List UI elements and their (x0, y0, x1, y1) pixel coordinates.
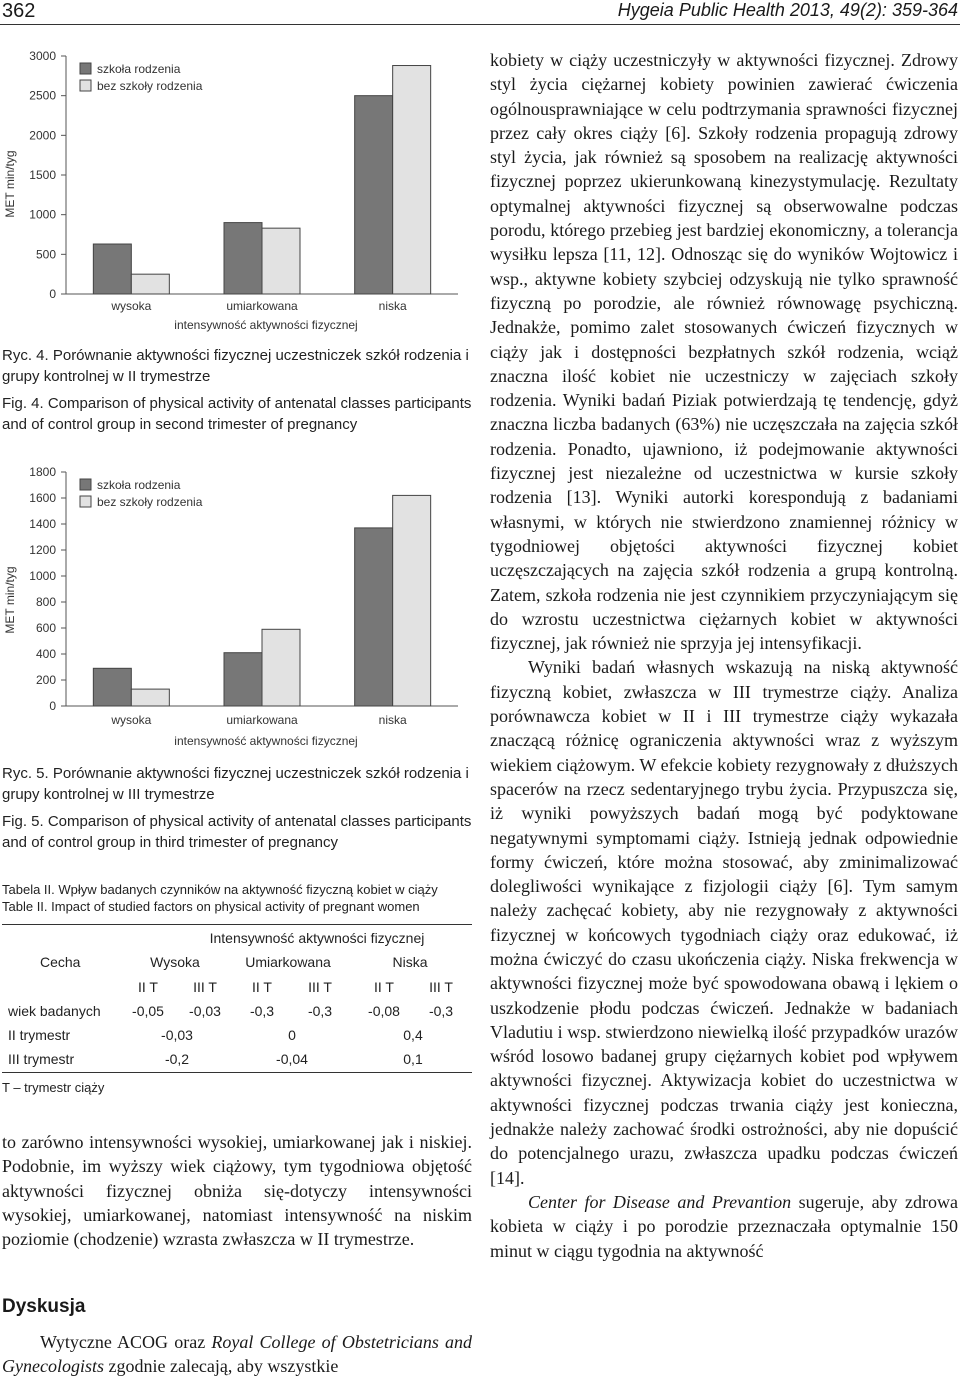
x-tick-label: umiarkowana (226, 299, 298, 313)
table-note: T – trymestr ciąży (2, 1080, 105, 1095)
section-heading: Dyskusja (2, 1296, 86, 1317)
y-tick-label: 400 (35, 647, 56, 661)
y-tick-label: 0 (49, 699, 56, 713)
table-trimester-header: II T (252, 979, 272, 995)
x-tick-label: umiarkowana (226, 713, 298, 727)
figure-4-caption-en: Fig. 4. Comparison of physical activity of antenatal classes participants and of control group in second trimester of pregnancy (2, 395, 472, 433)
table-trimester-header: III T (193, 979, 217, 995)
figure-4-caption-pl: Ryc. 4. Porównanie aktywności fizycznej uczestniczek szkół rodzenia i grupy kontrolnej w II trymestrze (2, 347, 469, 385)
y-tick-label: 1800 (29, 465, 56, 479)
table-trimester-header: III T (308, 979, 332, 995)
table-feature-header: Cecha (40, 954, 81, 970)
table-cell: -0,3 (249, 1003, 275, 1019)
bar-szkola-rodzenia (93, 244, 131, 294)
table-cell: 0 (288, 1027, 296, 1043)
legend-label: bez szkoły rodzenia (97, 495, 203, 509)
legend-label: szkoła rodzenia (97, 62, 181, 76)
y-tick-label: 3000 (29, 49, 56, 63)
table-level-header: Umiarkowana (245, 954, 331, 970)
body-paragraph (2, 1330, 472, 1379)
body-paragraph: Wyniki badań własnych wskazują na niską aktywność fizyczną kobiet, zwłaszcza w III trymestrze ciąży. Analiza porównawcza kobiet w II i III trymestrze ciąży wykazała znaczącą różnicę ograniczenia aktywności wraz z wyższym wiekiem ciążowym. W efekcie kobiety rezygnowały z dłuższych spacerów na rzecz sedentaryjnego trybu życia. Przypuszcza się, iż wyniki powyższych badań mogą być podyktowane negatywnymi symptomami ciąży. Istnieją jednak odpowiednie formy ćwiczeń, które można stosować, aby zminimalizować dolegliwości wynikające z fizjologii ciąży [6]. Tym samym należy zachęcać kobiety, aby nie rezygnowały z aktywności fizycznej w końcowych tygodniach ciąży oraz edukować, iż można ćwiczyć do czasu ukończenia ciąży. Niska frekwencja w aktywności fizycznej może być spowodowana obawą i lękiem o uszkodzenie płodu podczas ćwiczeń. Jednakże w badaniach Vladutiu i wsp. stwierdzono niewielką ilość przypadków urazów wśród losowo badanej grupy ciężarnych kobiet pod wpływem aktywności fizycznej. Aktywizacja kobiet do uczestnictwa w aktywności fizycznej podczas trwania ciąży jest konieczna, jednakże należy zachować środki ostrożności, aby nie dopuścić do potencjalnego urazu, zwłaszcza upadku podczas ćwiczeń [14]. (490, 657, 958, 1188)
figure-4-caption (2, 345, 472, 435)
x-tick-label: wysoka (111, 299, 152, 313)
table-cell: 0,1 (403, 1051, 423, 1067)
figure-5-caption-pl: Ryc. 5. Porównanie aktywności fizycznej uczestniczek szkół rodzenia i grupy kontrolnej w III trymestrze (2, 765, 469, 803)
table-title-en: Table II. Impact of studied factors on physical activity of pregnant women (2, 899, 420, 914)
body-text-span: sugeruje, aby zdrowa kobieta w ciąży i po porodzie przeznaczała optymalnie 150 minut w ciągu tygodnia na aktywność (490, 1191, 958, 1261)
bar-szkola-rodzenia (93, 668, 131, 706)
table-row-label: III trymestr (8, 1051, 75, 1067)
y-tick-label: 200 (35, 673, 56, 687)
body-text-span: Wytyczne ACOG oraz (40, 1332, 212, 1352)
table-title-pl: Tabela II. Wpływ badanych czynników na aktywność fizyczną kobiet w ciąży (2, 882, 438, 897)
y-tick-label: 500 (35, 247, 56, 262)
figure-5-caption (2, 763, 472, 853)
y-tick-label: 1500 (29, 168, 56, 182)
y-tick-label: 0 (49, 287, 56, 301)
bar-szkola-rodzenia (355, 96, 393, 294)
table-level-header: Niska (392, 954, 428, 970)
y-tick-label: 1000 (29, 207, 56, 222)
legend-swatch (80, 80, 91, 91)
y-tick-label: 2500 (29, 88, 56, 103)
y-tick-label: 1200 (29, 543, 56, 557)
legend-label: bez szkoły rodzenia (97, 79, 203, 93)
table-title (2, 881, 472, 915)
figure-5-caption-en: Fig. 5. Comparison of physical activity of antenatal classes participants and of control group in third trimester of pregnancy (2, 813, 472, 851)
table-cell: -0,2 (164, 1051, 190, 1067)
bar-szkola-rodzenia (224, 223, 262, 294)
x-axis-label: intensywność aktywności fizycznej (174, 318, 358, 332)
table-row-label: wiek badanych (8, 1003, 101, 1019)
table-trimester-header: III T (429, 979, 453, 995)
y-axis-label: MET min/tyg (3, 150, 17, 218)
table-top-rule (2, 924, 472, 925)
figure-5-chart (0, 460, 470, 752)
table-row-label: II trymestr (8, 1027, 71, 1043)
page-number: 362 (2, 0, 36, 22)
legend-label: szkoła rodzenia (97, 478, 181, 492)
legend-swatch (80, 496, 91, 507)
body-paragraph (490, 1190, 958, 1263)
body-text-italic: Center for Disease and Prevantion (528, 1191, 792, 1212)
table-cell: -0,3 (428, 1003, 454, 1019)
bar-bez-szkoly-rodzenia (131, 689, 169, 706)
bar-bez-szkoly-rodzenia (262, 629, 300, 706)
table-cell: -0,08 (368, 1003, 400, 1019)
body-text-span: zgodnie zalecają, aby wszystkie (103, 1356, 339, 1377)
y-tick-label: 1000 (29, 569, 56, 583)
table-group-header: Intensywność aktywności fizycznej (209, 930, 425, 946)
legend-swatch (80, 479, 91, 490)
table-level-header: Wysoka (150, 954, 200, 970)
table-trimester-header: II T (374, 979, 394, 995)
bar-szkola-rodzenia (355, 528, 393, 706)
x-tick-label: niska (378, 713, 407, 727)
body-paragraph: to zarówno intensywności wysokiej, umiarkowanej jak i niskiej. Podobnie, im wyższy wiek ciążowy, tym tygodniowa objętość aktywności fizycznej obniża się-dotyczy intensywności wysokiej, umiarkowanej, natomiast intensywność na niskim poziomie (chodzenie) wzrasta zwłaszcza w II trymestrze. (2, 1132, 472, 1250)
table-cell: -0,03 (189, 1003, 221, 1019)
table-trimester-header: II T (138, 979, 158, 995)
y-tick-label: 800 (35, 595, 56, 609)
table-cell: -0,05 (132, 1003, 164, 1019)
y-tick-label: 2000 (29, 128, 56, 143)
x-tick-label: niska (378, 299, 407, 313)
bar-szkola-rodzenia (224, 653, 262, 706)
y-tick-label: 1600 (29, 491, 56, 505)
page-header (0, 0, 960, 25)
y-axis-label: MET min/tyg (3, 566, 17, 634)
bar-bez-szkoly-rodzenia (131, 274, 169, 294)
bar-bez-szkoly-rodzenia (393, 66, 431, 294)
table-cell: -0,3 (307, 1003, 333, 1019)
body-paragraph: kobiety w ciąży uczestniczyły w aktywności fizycznej. Zdrowy styl życia ciężarnej kobiety powinien zawierać ćwiczenia ogólnousprawniające w celu podtrzymania sprawności fizycznej przez cały okres ciąży [6]. Szkoły rodzenia propagują zdrowy styl życia, jak również są sposobem na realizację aktywności fizycznej poprzez ukierunkowaną kinezystymulację. Rezultaty optymalnej aktywności fizycznej są obserwowalne podczas porodu, którego przebieg jest bardziej ekonomiczny, a tolerancja wysiłku lepsza [11, 12]. Odnosząc się do wyników Wojtowicz i wsp., aktywne kobiety szybciej odzyskują nie tylko sprawność fizyczną po porodzie, ale również równowagę psychiczną. Jednakże, pomimo zalet stosowanych ćwiczeń fizycznych w ciąży jak i dostępności bezpłatnych szkół rodzenia, wciąż znaczna ilość kobiet nie uczestniczy w zajęciach szkoły rodzenia. Wyniki badań Piziak potwierdzają tę tendencję, gdyż znaczna liczba badanych (63%) nie uczęszczała na zajęcia szkół rodzenia. Ponadto, ujawniono, iż podejmowanie aktywności fizycznej jest niezależne od uczestnictwa w kursie szkoły rodzenia [13]. Wyniki autorki korespondują z badaniami własnymi, w których nie stwierdzono znamiennej różnicy w tygodniowej objętości aktywności fizycznej kobiet uczęszczających na zajęcia szkół rodzenia a grupą kontrolną. Zatem, szkoła rodzenia nie jest czynnikiem przyczyniającym się do wzrostu uczestnictwa ciężarnych kobiet w aktywności fizycznej, jak również nie sprzyja jej intensyfikacji. (490, 50, 958, 654)
journal-citation: Hygeia Public Health 2013, 49(2): 359-364 (617, 0, 958, 20)
table-cell: -0,03 (161, 1027, 193, 1043)
bar-bez-szkoly-rodzenia (393, 495, 431, 706)
body-text-italic: Royal College of Obstetricians and Gynecologists (2, 1332, 473, 1377)
figure-4-chart (0, 44, 470, 342)
legend-swatch (80, 63, 91, 74)
x-tick-label: wysoka (111, 713, 152, 727)
data-table (2, 924, 472, 1074)
table-cell: -0,04 (276, 1051, 308, 1067)
y-tick-label: 1400 (29, 517, 56, 531)
table-bottom-rule (2, 1072, 472, 1073)
right-column-text (490, 48, 958, 1263)
bar-bez-szkoly-rodzenia (262, 228, 300, 294)
table-cell: 0,4 (403, 1027, 423, 1043)
x-axis-label: intensywność aktywności fizycznej (174, 734, 358, 748)
y-tick-label: 600 (35, 621, 56, 635)
